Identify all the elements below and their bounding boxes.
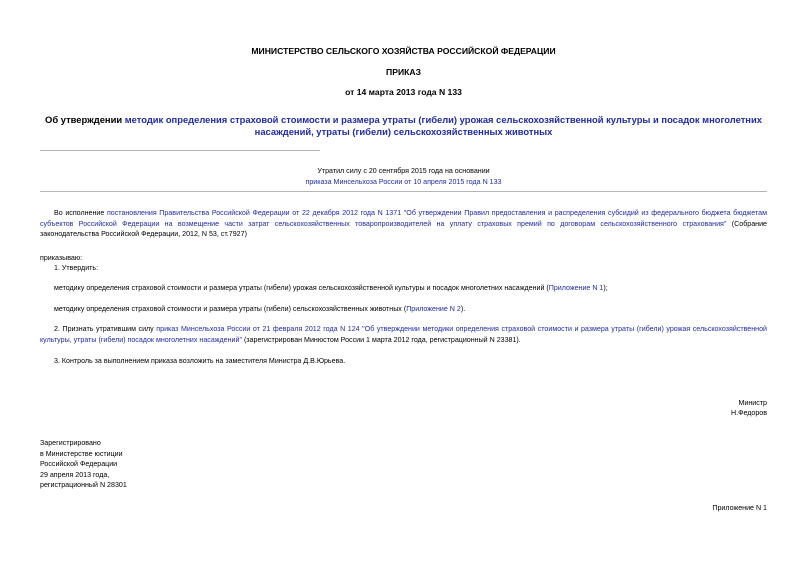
doc-type-heading: ПРИКАЗ bbox=[386, 67, 421, 77]
appendix-2-link[interactable]: Приложение N 2 bbox=[406, 305, 461, 313]
item-1b bbox=[54, 304, 767, 315]
item-2-prefix: 2. Признать утратившим силу bbox=[54, 325, 157, 333]
status-divider bbox=[40, 191, 767, 192]
date-number-heading: от 14 марта 2013 года N 133 bbox=[345, 87, 462, 97]
registration-line-2: в Министерстве юстиции bbox=[40, 450, 123, 458]
item-2-suffix: (зарегистрирован Минюстом России 1 марта 2012 года, регистрационный N 23381). bbox=[241, 335, 521, 344]
appendix-1-link[interactable]: Приложение N 1 bbox=[548, 284, 604, 292]
item-3: 3. Контроль за выполнением приказа возложить на заместителя Министра Д.В.Юрьева. bbox=[54, 357, 346, 365]
document-title bbox=[40, 114, 767, 138]
paragraph-preamble bbox=[40, 208, 767, 240]
signature-name: Н.Федоров bbox=[730, 409, 767, 417]
registration-line-5: регистрационный N 28301 bbox=[40, 481, 127, 489]
signature-position: Министр bbox=[738, 399, 767, 407]
item-1a-text: методику определения страховой стоимости и размера утраты (гибели) урожая сельскохозяйственной культуры и посадок многолетних насаждений ( bbox=[54, 284, 549, 292]
title-prefix: Об утверждении bbox=[45, 114, 125, 125]
preamble-prefix: Во исполнение bbox=[54, 209, 107, 217]
registration-line-4: 29 апреля 2013 года, bbox=[40, 471, 110, 479]
government-decree-link[interactable]: постановления Правительства Российской Федерации от 22 декабря 2012 года N 1371 "Об утверждении Правил предоставления и распределения субсидий из федерального бюджета бюджетам субъектов Российской Федерации на возмещение части затрат сельскохозяйственных товаропроизводителей на уплату страховых премий по договорам сельскохозяйственного страхования" bbox=[40, 209, 767, 228]
item-1a-end: ); bbox=[603, 284, 608, 292]
status-line-2 bbox=[0, 176, 807, 188]
order-word: приказываю: bbox=[40, 254, 83, 262]
title-methodics-link[interactable]: методик определения страховой стоимости и размера утраты (гибели) урожая сельскохозяйственной культуры и посадок многолетних насаждений, утраты (гибели) сельскохозяйственных животных bbox=[124, 114, 762, 137]
status-line-1: Утратил силу с 20 сентября 2015 года на основании bbox=[317, 167, 490, 175]
item-1b-end: ). bbox=[460, 305, 466, 313]
preamble-suffix: (Собрание законодательства Российской Федерации, 2012, N 53, ст.7927) bbox=[40, 219, 767, 238]
appendix-label: Приложение N 1 bbox=[712, 504, 767, 512]
repealed-order-124-link[interactable]: приказ Минсельхоза России от 21 февраля 2012 года N 124 "Об утверждении методики определения страховой стоимости и размера утраты (гибели) урожая сельскохозяйственной культуры, утраты (гибели) посадок многолетних насаждений" bbox=[40, 325, 767, 344]
repeal-order-link[interactable]: приказа Минсельхоза России от 10 апреля 2015 года N 133 bbox=[305, 178, 502, 186]
item-2 bbox=[40, 324, 767, 345]
registration-line-3: Российской Федерации bbox=[40, 460, 118, 468]
top-divider bbox=[40, 150, 320, 151]
item-1: 1. Утвердить: bbox=[54, 264, 99, 272]
registration-line-1: Зарегистрировано bbox=[40, 439, 101, 447]
item-1b-text: методику определения страховой стоимости и размера утраты (гибели) сельскохозяйственных животных ( bbox=[54, 305, 407, 313]
ministry-heading: МИНИСТЕРСТВО СЕЛЬСКОГО ХОЗЯЙСТВА РОССИЙСКОЙ ФЕДЕРАЦИИ bbox=[251, 46, 556, 56]
item-1a bbox=[54, 283, 767, 294]
